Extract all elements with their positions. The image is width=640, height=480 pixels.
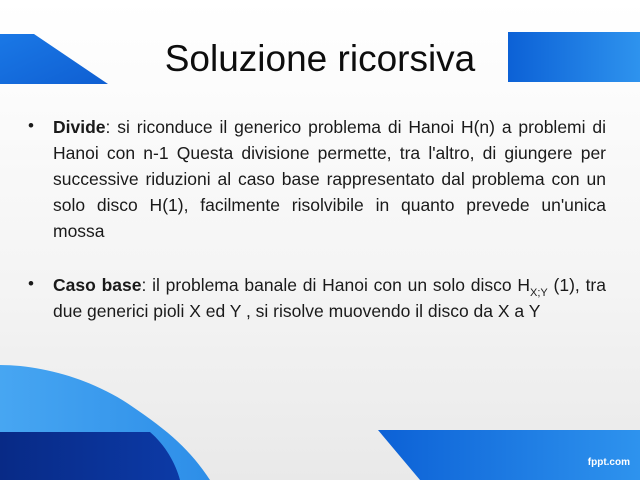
bullet-term: Caso base bbox=[53, 275, 142, 295]
bullet-caso-base bbox=[28, 272, 606, 324]
bullet-marker: • bbox=[28, 274, 34, 293]
bullet-text-continued: (1), tra due generici pioli X ed Y , si risolve muovendo il disco da X a Y bbox=[53, 275, 606, 321]
bullet-subscript: X;Y bbox=[530, 287, 548, 299]
bullet-text: : si riconduce il generico problema di Hanoi H(n) a problemi di Hanoi con n-1 Questa divisione permette, tra l'altro, di giungere per successive riduzioni al caso base rappresentato dal problema con un solo disco H(1), facilmente risolvibile in quanto prevede un'unica mossa bbox=[53, 117, 606, 241]
bullet-term: Divide bbox=[53, 117, 106, 137]
bottom-navy-band bbox=[0, 432, 180, 480]
bullet-marker: • bbox=[28, 116, 34, 135]
bullet-text: : il problema banale di Hanoi con un solo disco H bbox=[141, 275, 531, 295]
footer-brand: fppt.com bbox=[587, 457, 630, 468]
slide-content bbox=[28, 114, 606, 324]
bullet-divide bbox=[28, 114, 606, 244]
bottom-right-accent bbox=[378, 430, 640, 480]
slide-title: Soluzione ricorsiva bbox=[164, 38, 476, 79]
